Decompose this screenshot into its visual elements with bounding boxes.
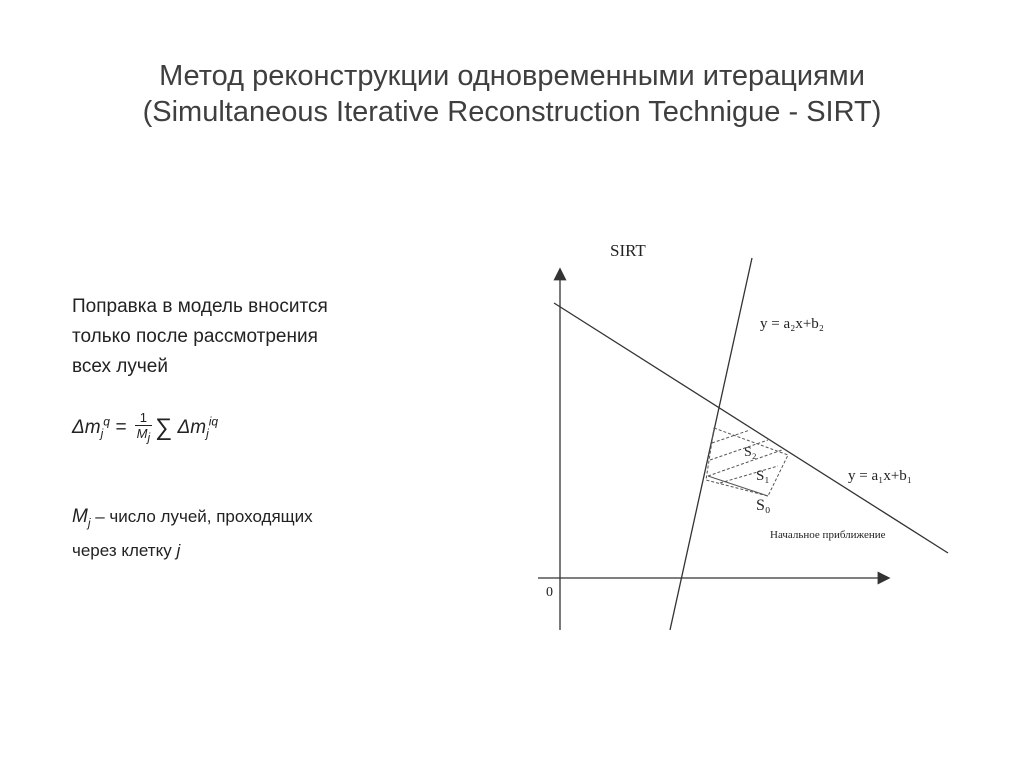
- caption-symbol-letter: M: [72, 506, 88, 527]
- diagram-heading: SIRT: [610, 241, 646, 260]
- line-2-label: y = a₂x+b₂: [760, 316, 825, 332]
- formula-rhs-sup: iq: [208, 414, 219, 429]
- caption-text: – число лучей, проходящих: [90, 507, 313, 526]
- caption-var: j: [176, 540, 181, 560]
- fraction-denominator: [135, 426, 153, 446]
- formula-lhs: Δm: [72, 416, 101, 438]
- formula-equals: =: [115, 416, 127, 438]
- hatched-region: [706, 428, 788, 496]
- description-line-2: только после рассмотрения: [72, 326, 318, 347]
- line-2: [670, 258, 752, 630]
- sirt-formula: [72, 410, 218, 446]
- mj-caption: [72, 503, 432, 564]
- description-text: [72, 292, 432, 382]
- line-1: [554, 303, 948, 553]
- s0-label: S₀: [756, 497, 771, 514]
- title-line-1: Метод реконструкции одновременными итерациями: [159, 60, 865, 92]
- initial-approximation-label: Начальное приближение: [770, 529, 886, 541]
- caption-symbol: [72, 506, 91, 530]
- slide-title: [0, 58, 1024, 130]
- line-1-label: y = a₁x+b₁: [848, 468, 913, 484]
- title-line-2: (Simultaneous Iterative Reconstruction Technigue - SIRT): [142, 96, 882, 128]
- caption-line-2-text: через клетку: [72, 540, 177, 560]
- fraction-denominator-symbol: M: [136, 426, 148, 441]
- s1-label: S₁: [756, 468, 770, 484]
- formula-lhs-sub: j: [100, 426, 104, 441]
- description-line-3: всех лучей: [72, 356, 168, 377]
- formula-rhs: Δm: [177, 416, 207, 438]
- summation-symbol: ∑: [155, 413, 173, 441]
- origin-label: 0: [546, 585, 553, 600]
- fraction-denominator-sub: j: [147, 430, 151, 445]
- formula-rhs-sub: j: [206, 426, 209, 441]
- caption-line-1: [72, 503, 432, 537]
- fraction-numerator: 1: [135, 410, 153, 426]
- caption-line-2: [72, 537, 432, 564]
- formula-lhs-sup: q: [103, 414, 110, 429]
- s2-label: S₂: [744, 445, 757, 460]
- sirt-diagram: [520, 228, 950, 638]
- description-line-1: Поправка в модель вносится: [72, 296, 328, 317]
- formula-fraction: [135, 410, 153, 446]
- caption-symbol-sub: j: [87, 515, 91, 530]
